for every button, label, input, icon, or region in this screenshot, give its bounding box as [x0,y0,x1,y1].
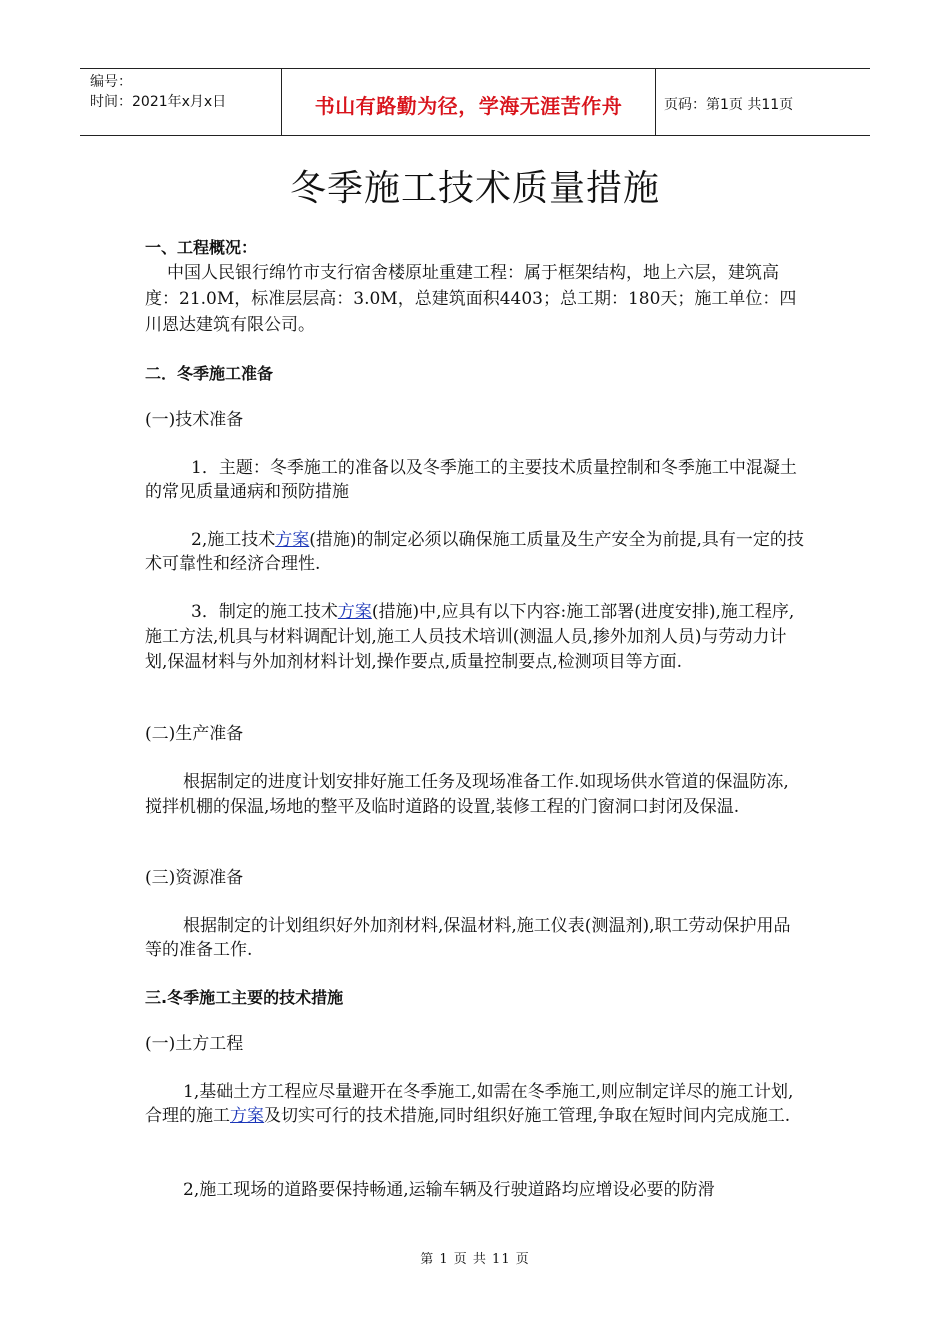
plan-link[interactable]: 方案 [275,530,310,550]
section-3-heading: 三.冬季施工主要的技术措施 [145,988,344,1007]
section-2-para-2 [145,528,805,576]
section-3-sub-1: (一)土方工程 [145,1034,244,1054]
section-3-para-1 [145,1080,805,1128]
s3-para-1-text-start: 1,基础土方工程应尽量避开在冬季施工,如需在冬季施工,则应制定详尽的施工计划,合理的施工 [145,1082,794,1126]
time-label: 时间：2021年x月x日 [90,94,227,110]
header-meta [80,69,282,135]
plan-link[interactable]: 方案 [337,602,372,622]
page-footer: 第 1 页 共 11 页 [420,1252,530,1267]
section-2-para-5: 根据制定的计划组织好外加剂材料,保温材料,施工仪表(测温剂),职工劳动保护用品等的准备工作. [145,916,791,960]
s3-para-1-text-end: 及切实可行的技术措施,同时组织好施工管理,争取在短时间内完成施工. [264,1106,791,1126]
para-3-text-start: 3．制定的施工技术 [191,602,338,622]
section-1-body: 中国人民银行绵竹市支行宿舍楼原址重建工程：属于框架结构，地上六层，建筑高度：21.0M，标准层层高：3.0M，总建筑面积4403；总工期：180天；施工单位：四川恩达建筑有限公司。 [145,263,797,335]
para-3-text-end: (措施)中,应具有以下内容:施工部署(进度安排),施工程序,施工方法,机具与材料调配计划,施工人员技术培训(测温人员,掺外加剂人员)与劳动力计划,保温材料与外加剂材料计划,操作要点,质量控制要点,检测项目等方面. [145,602,795,672]
section-2-sub-3: (三)资源准备 [145,868,244,888]
header-page-info: 页码：第1页 共11页 [664,97,794,113]
number-label: 编号： [90,74,132,90]
section-2-para-4: 根据制定的进度计划安排好施工任务及现场准备工作.如现场供水管道的保温防冻,搅拌机棚的保温,场地的整平及临时道路的设置,装修工程的门窗洞口封闭及保温. [145,772,789,817]
para-2-text-start: 2,施工技术 [191,530,276,550]
section-2-sub-1: (一)技术准备 [145,410,244,430]
section-2-heading: 二．冬季施工准备 [145,364,274,383]
para-2-text-end: (措施)的制定必须以确保施工质量及生产安全为前提,具有一定的技术可靠性和经济合理性. [145,530,804,574]
document-title: 冬季施工技术质量措施 [289,168,660,209]
section-2-sub-2: (二)生产准备 [145,724,244,744]
header-motto: 书山有路勤为径，学海无涯苦作舟 [282,69,656,135]
section-2-para-1: 1．主题：冬季施工的准备以及冬季施工的主要技术质量控制和冬季施工中混凝土的常见质量通病和预防措施 [145,458,797,502]
header-table [80,68,870,136]
section-3-para-2: 2,施工现场的道路要保持畅通,运输车辆及行驶道路均应增设必要的防滑 [183,1180,715,1200]
section-1-heading: 一、工程概况： [145,238,258,257]
plan-link[interactable]: 方案 [230,1106,264,1126]
section-2-para-3 [145,600,805,675]
